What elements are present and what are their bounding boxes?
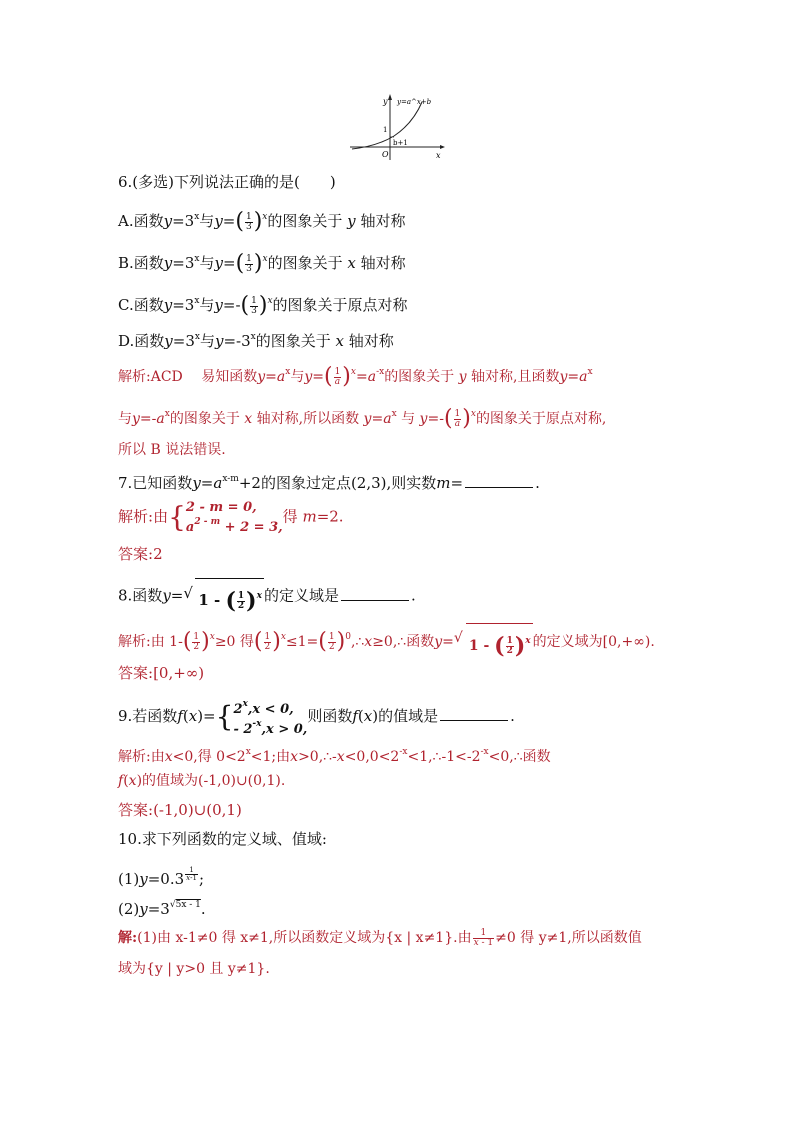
q9-answer: 答案:(-1,0)∪(0,1) [118,801,242,819]
q6-option-d: D.函数$y=3^x$与$y=-3^x$的图象关于 x 轴对称 [118,332,394,350]
x-axis-label: x [436,151,441,160]
q9-stem: 9.若函数$f(x)=\{2^x,x < 0$, - $2^{-x},x > 0$,则函数f(x)的值域是 . [118,699,515,737]
label-b-plus-1: b+1 [393,139,408,147]
q10-part1: (1)y=0.3 $^{\frac{1}{x-1}}$ ; [118,866,205,888]
q6-solution-line2: 与$y=-a^x$的图象关于 x 轴对称,所以函数 $y=a^x$ 与 y=-( $\frac{1}{a}$ )$^x$的图象关于原点对称, [118,406,607,431]
q7-answer: 答案:2 [118,545,163,563]
exponential-graph [350,92,445,162]
q6-solution-line1: 解析:ACD 易知函数$y=a^x$与y=( $\frac{1}{a}$ )$^x=a^{-x}$的图象关于 y 轴对称,且函数$y=a^x$ [118,364,593,389]
q9-solution-line1: 解析:由x<0,得 $0<2^x<1$;由$x>0,\therefore-x<0,0<2^{-x}<1,\therefore-1<-2^{-x}<0,\therefore$函数 [118,747,551,765]
q10-part2: $(2)y=3^{√5x - 1}$. [118,900,206,918]
q7-solution: 解析:由{2 - m = 0, $a^{2 - m} + 2 = 3$,得 m=2. [118,500,344,535]
q8-stem: 8.函数y= √ 1 - ( $\frac{1}{2}$ )$^x$ 的定义域是 . [118,578,416,615]
answer-blank[interactable] [440,706,508,721]
q7-stem: 7.已知函数$y=a^{x-m}+2$的图象过定点(2,3),则实数m= . [118,474,540,492]
q9-solution-line2: f(x)的值域为(-1,0)∪(0,1). [118,773,286,789]
curve-label: y=a^x+b [397,98,432,106]
y-axis-label: y [383,97,388,106]
q8-answer: 答案:[0,+∞) [118,664,205,682]
q6-option-a: A.函数$y=3^x$与y=( $\frac{1}{3}$ )$^x$的图象关于 y 轴对称 [118,209,406,234]
answer-blank[interactable] [465,473,533,488]
q8-solution: 解析:由 1-( $\frac{1}{2}$ )$^x$≥0 得( $\frac{1}{2}$ )$^x$≤1=( $\frac{1}{2}$ )$^0$,∴x≥0,∴函数y= √ 1 - ( $\frac{1}{2}$ )$^x$ 的定义域为[0,+∞). [118,622,655,661]
label-one: 1 [383,126,388,134]
y-axis-arrow [388,94,392,100]
q10-solution-line2: 域为{y | y>0 且 y≠1}. [118,961,270,977]
q6-stem: 6.(多选)下列说法正确的是( ) [118,173,336,191]
answer-blank[interactable] [341,586,409,601]
q10-solution-line1: 解:(1)由 x-1≠0 得 x≠1,所以函数定义域为{x | x≠1}.由 $\frac{1}{x - 1}$ ≠0 得 y≠1,所以函数值 [118,927,642,948]
q6-option-c: C.函数$y=3^x$与y=-( $\frac{1}{3}$ )$^x$的图象关于原点对称 [118,293,408,318]
q6-option-b: B.函数$y=3^x$与y=( $\frac{1}{3}$ )$^x$的图象关于 x 轴对称 [118,251,406,276]
x-axis-arrow [440,145,445,149]
q10-stem: 10.求下列函数的定义域、值域: [118,830,327,848]
label-origin: O [382,150,389,159]
q6-solution-line3: 所以 B 说法错误. [118,442,226,458]
